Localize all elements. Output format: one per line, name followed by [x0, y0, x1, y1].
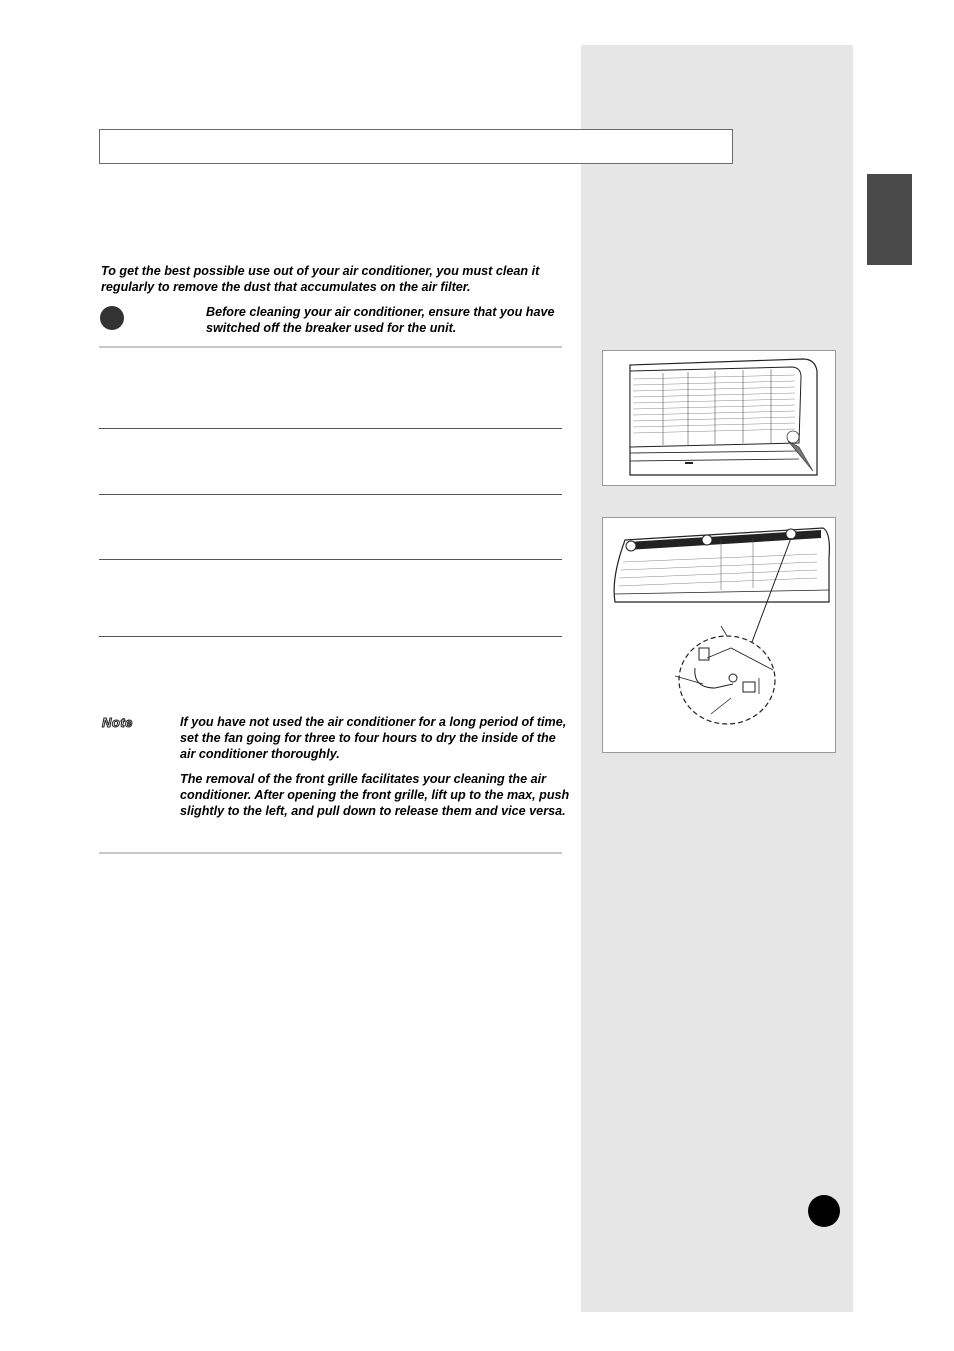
divider-step-2: [99, 494, 562, 495]
note-label: Note: [102, 715, 133, 730]
divider-bottom: [99, 852, 562, 854]
note-paragraph-2: The removal of the front grille facilitates your cleaning the air conditioner. After opening the front grille, lift up to the max, push slightly to the left, and pull down to release them and vice versa.: [180, 772, 570, 818]
section-tab: [867, 174, 912, 265]
divider-top: [99, 346, 562, 348]
figure-remove-front-grille: [602, 517, 836, 753]
divider-step-1: [99, 428, 562, 429]
figure-open-front-grille: [602, 350, 836, 486]
caution-icon: [100, 306, 124, 330]
air-conditioner-illustration: [603, 351, 837, 487]
intro-paragraph: To get the best possible use out of your air conditioner, you must clean it regularly to remove the dust that accumulates on the air filter.: [101, 264, 540, 294]
grille-hinge-illustration: [603, 518, 837, 754]
page-title-box: [99, 129, 733, 164]
divider-step-4: [99, 636, 562, 637]
caution-text: Before cleaning your air conditioner, ensure that you have switched off the breaker used for the unit.: [206, 305, 555, 335]
divider-step-3: [99, 559, 562, 560]
note-paragraph-1: If you have not used the air conditioner for a long period of time, set the fan going for three to four hours to dry the inside of the air conditioner thoroughly.: [180, 715, 567, 761]
page-number-badge: [808, 1195, 840, 1227]
